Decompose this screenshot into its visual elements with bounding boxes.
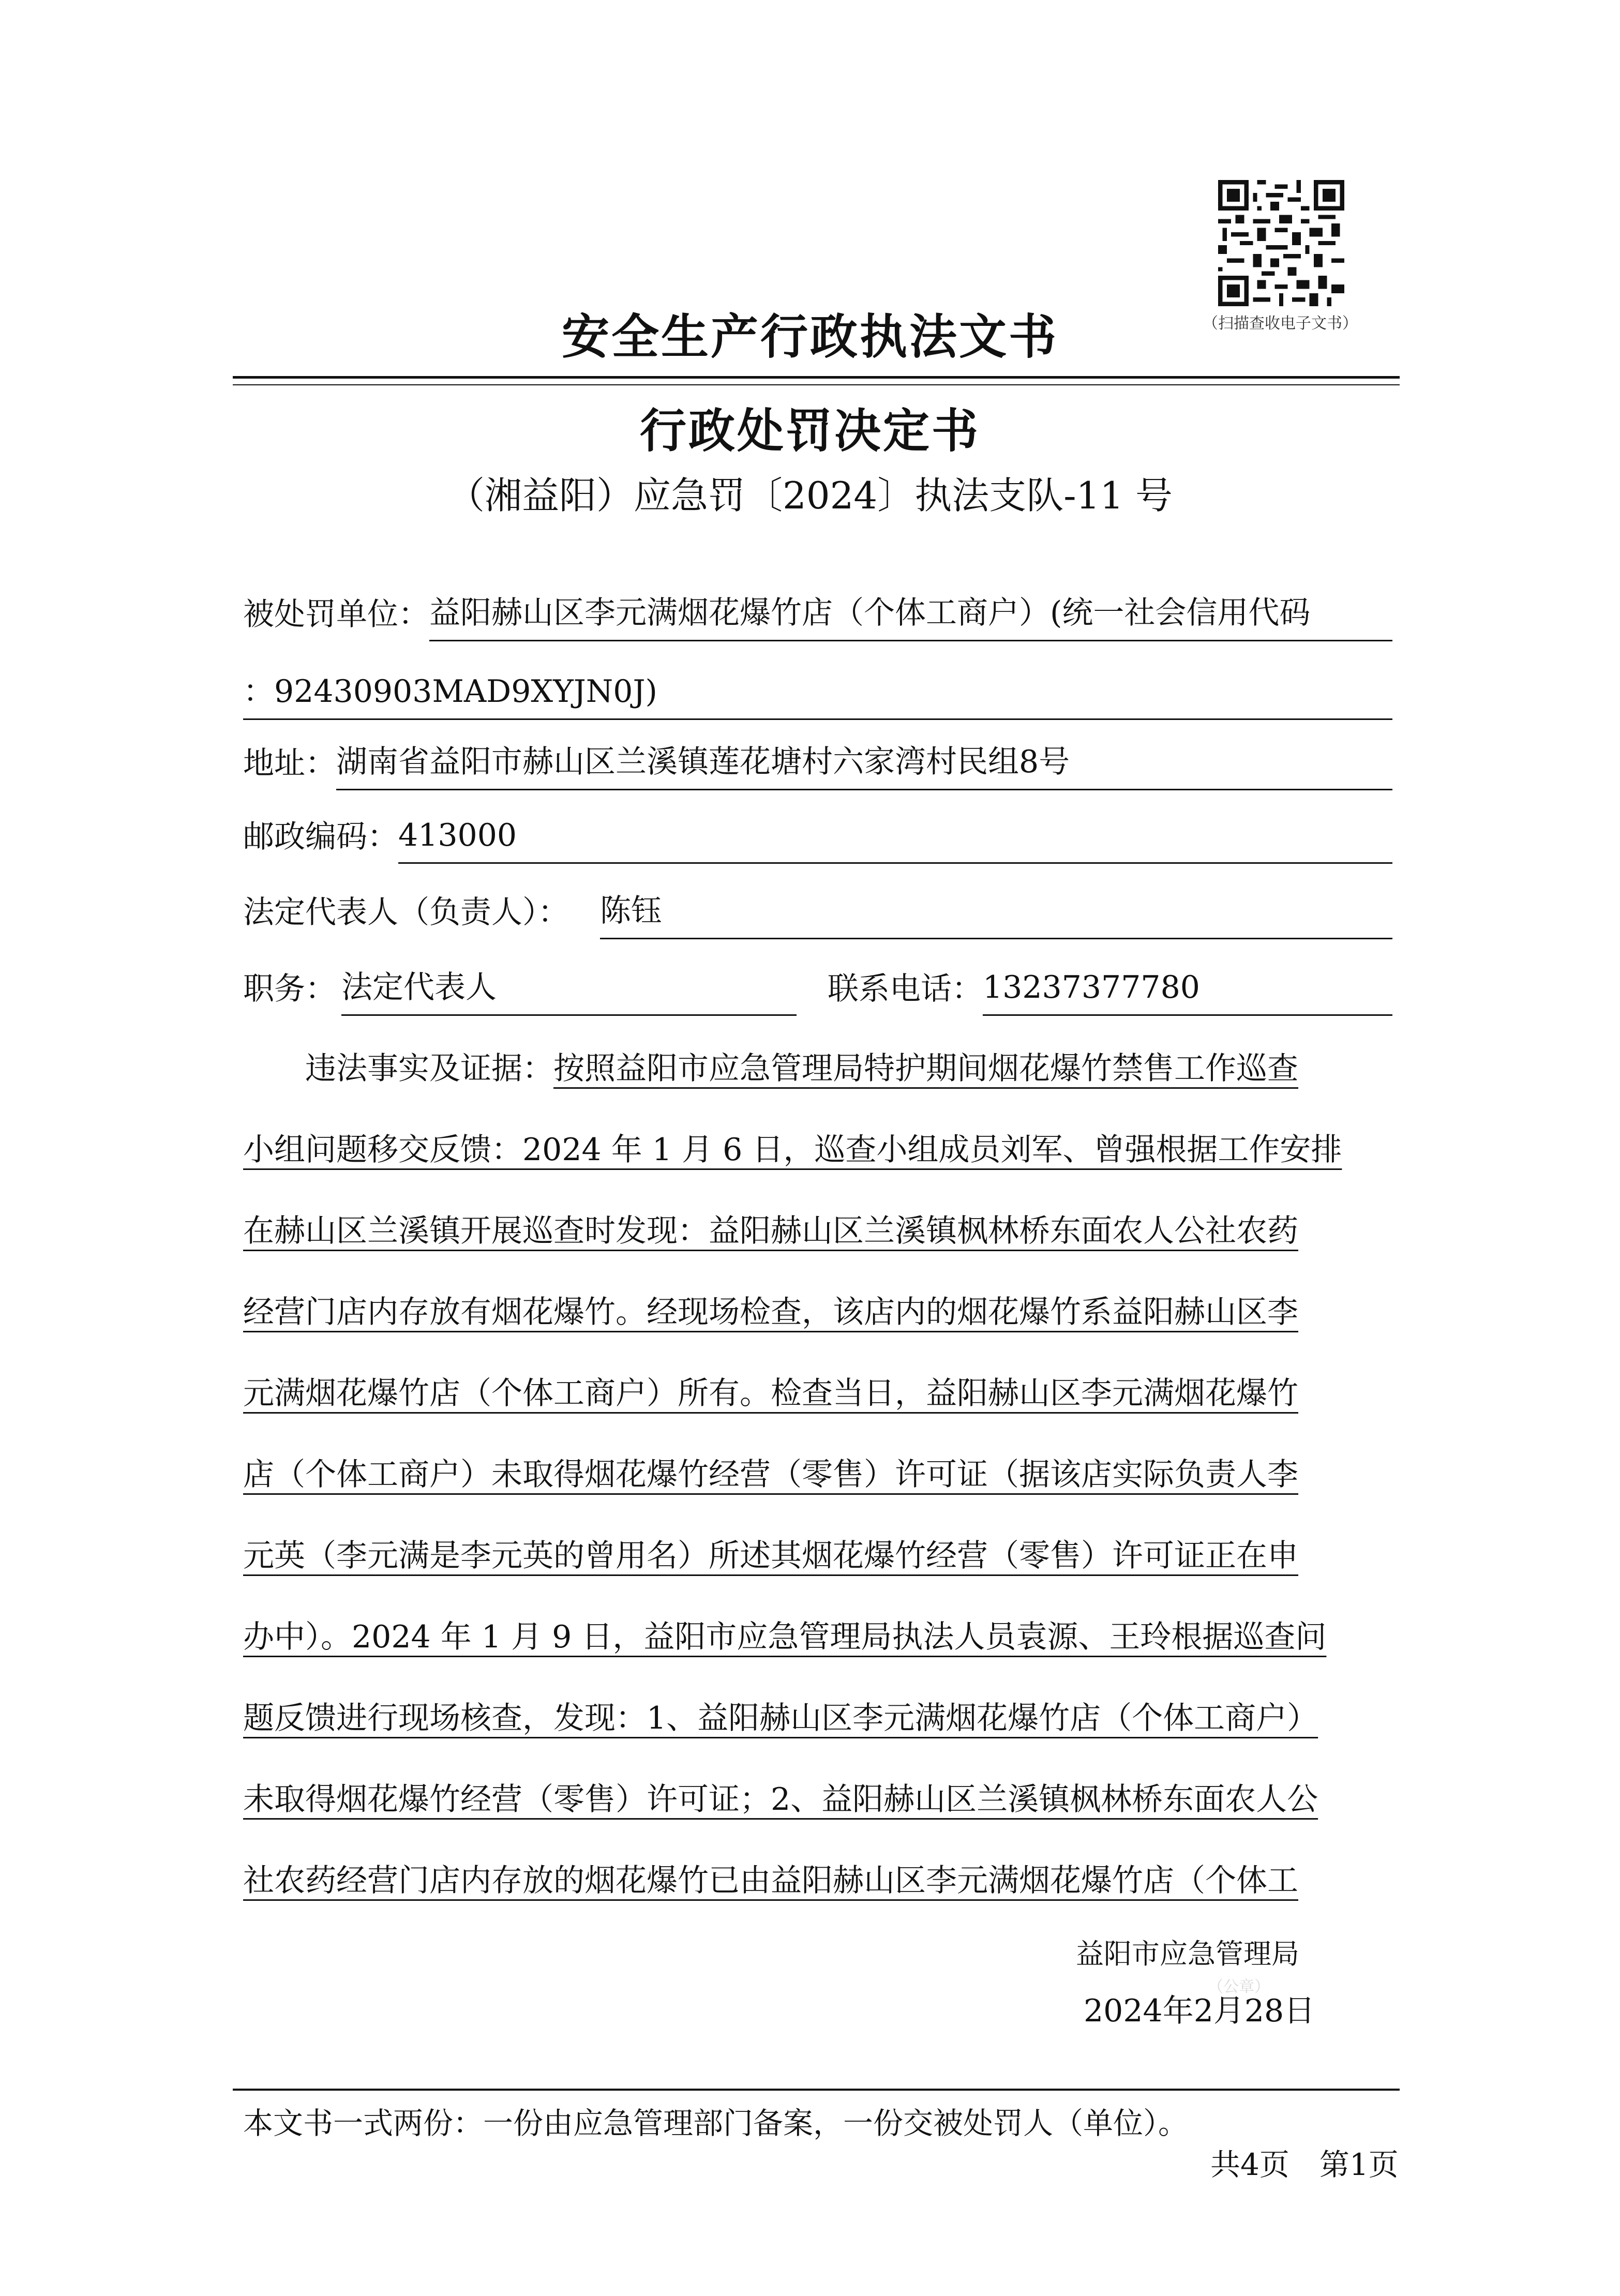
- facts-line: [243, 1125, 1392, 1182]
- facts-line: [243, 1612, 1392, 1669]
- footer-note: 本文书一式两份：一份由应急管理部门备案，一份交被处罚人（单位）。: [243, 2106, 1189, 2141]
- facts-text: 未取得烟花爆竹经营（零售）许可证；2、益阳赫山区兰溪镇枫林桥东面农人公: [243, 1781, 1318, 1818]
- facts-line: [243, 1450, 1392, 1507]
- title-divider-thick: [233, 376, 1400, 379]
- document-number: （湘益阳）应急罚〔2024〕执法支队-11 号: [447, 474, 1173, 517]
- legal-representative-value: 陈钰: [600, 889, 1392, 939]
- facts-label: 违法事实及证据：: [305, 1051, 553, 1087]
- issue-date: 2024年2月28日: [1084, 1993, 1315, 2029]
- facts-text: 社农药经营门店内存放的烟花爆竹已由益阳赫山区李元满烟花爆竹店（个体工: [243, 1863, 1298, 1899]
- document-title: 安全生产行政执法文书: [561, 309, 1058, 365]
- facts-line: [243, 1775, 1392, 1832]
- title-divider-thin: [233, 384, 1400, 385]
- penalized-unit-row: [243, 584, 1392, 641]
- facts-text: 元英（李元满是李元英的曾用名）所述其烟花爆竹经营（零售）许可证正在申: [243, 1538, 1298, 1574]
- facts-text: 经营门店内存放有烟花爆竹。经现场检查，该店内的烟花爆竹系益阳赫山区李: [243, 1294, 1298, 1330]
- qr-caption: （扫描查收电子文书）: [1203, 314, 1358, 333]
- legal-representative-label: 法定代表人（负责人）：: [243, 894, 569, 931]
- document-subtitle: 行政处罚决定书: [640, 403, 980, 458]
- facts-line: [243, 1856, 1392, 1913]
- facts-text: 小组问题移交反馈：2024 年 1 月 6 日，巡查小组成员刘军、曾强根据工作安排: [243, 1132, 1342, 1168]
- facts-line: [305, 1044, 1392, 1101]
- position-value: 法定代表人: [341, 966, 797, 1016]
- qr-code-icon: [1218, 180, 1344, 306]
- facts-line: [243, 1206, 1392, 1263]
- facts-text: 在赫山区兰溪镇开展巡查时发现：益阳赫山区兰溪镇枫林桥东面农人公社农药: [243, 1213, 1298, 1249]
- legal-representative-row: [243, 882, 1392, 939]
- facts-text: 题反馈进行现场核查，发现：1、益阳赫山区李元满烟花爆竹店（个体工商户）: [243, 1700, 1318, 1736]
- phone-value: 13237377780: [983, 966, 1392, 1016]
- facts-line: [243, 1693, 1392, 1750]
- facts-line: [243, 1531, 1392, 1588]
- footer-divider: [233, 2089, 1400, 2091]
- position-label: 职务：: [243, 971, 336, 1007]
- official-seal-placeholder: （公章）: [1208, 1978, 1270, 1996]
- facts-line: [243, 1369, 1392, 1425]
- phone-label: 联系电话：: [828, 971, 983, 1007]
- address-label: 地址：: [243, 745, 336, 782]
- issuing-authority: 益阳市应急管理局: [1076, 1938, 1299, 1970]
- address-row: [243, 733, 1392, 790]
- credit-code-row: [243, 663, 1392, 720]
- facts-text: 元满烟花爆竹店（个体工商户）所有。检查当日，益阳赫山区李元满烟花爆竹: [243, 1375, 1298, 1412]
- facts-text: 店（个体工商户）未取得烟花爆竹经营（零售）许可证（据该店实际负责人李: [243, 1457, 1298, 1493]
- credit-code-value: ：92430903MAD9XYJN0J): [243, 670, 1392, 720]
- page-number: 共4页 第1页: [1210, 2147, 1399, 2182]
- penalized-unit-value: 益阳赫山区李元满烟花爆竹店（个体工商户）(统一社会信用代码: [429, 591, 1392, 641]
- facts-text: 按照益阳市应急管理局特护期间烟花爆竹禁售工作巡查: [553, 1051, 1298, 1087]
- penalized-unit-label: 被处罚单位：: [243, 596, 429, 633]
- postcode-value: 413000: [398, 814, 1392, 864]
- position-phone-row: [243, 959, 1392, 1016]
- address-value: 湖南省益阳市赫山区兰溪镇莲花塘村六家湾村民组8号: [336, 740, 1392, 790]
- postcode-label: 邮政编码：: [243, 819, 398, 855]
- postcode-row: [243, 807, 1392, 864]
- facts-text: 办中）。2024 年 1 月 9 日，益阳市应急管理局执法人员袁源、王玲根据巡查问: [243, 1619, 1327, 1655]
- facts-line: [243, 1287, 1392, 1344]
